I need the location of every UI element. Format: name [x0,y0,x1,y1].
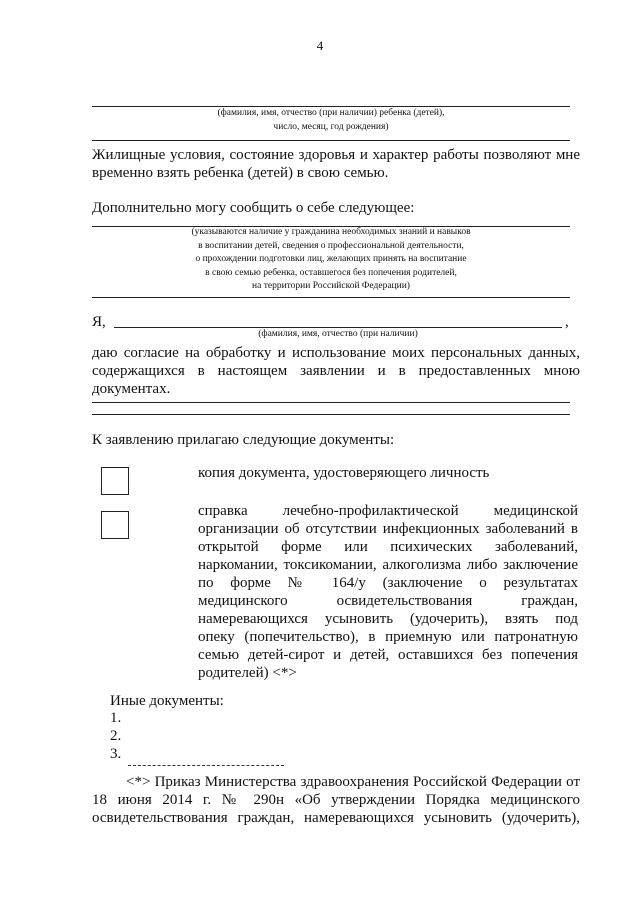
additional-caption-line: в воспитании детей, сведения о профессиональной деятельности, [198,240,464,251]
consent-line-b[interactable] [92,414,570,415]
consent-paragraph [92,344,580,398]
child-caption [92,107,570,134]
medical-line: опеку (попечительство), в приемную или патронатную [198,629,578,645]
medical-line: по форме № 164/у (заключение о результатах [198,575,578,591]
footnote-line3: освидетельствования граждан, намеревающихся усыновить (удочерить), [92,810,580,826]
child-name-line-2[interactable] [92,140,570,141]
additional-heading: Дополнительно могу сообщить о себе следующее: [92,200,415,216]
medical-line: организации об отсутствии инфекционных заболеваний в [198,521,578,537]
additional-line-2[interactable] [92,297,570,298]
additional-caption-line: о прохождении подготовки лиц, желающих принять на воспитание [195,254,467,264]
medical-line: наркомании, токсикомании, алкоголизма либо заключение [198,557,578,573]
medical-line: медицинского освидетельствования граждан, [198,593,578,609]
attachment-passport-text: копия документа, удостоверяющего личность [198,465,490,481]
footnote-line1: <*> Приказ Министерства здравоохранения Российской Федерации от [126,774,580,790]
other-docs-list [110,709,121,763]
consent-ya: Я, [92,314,106,330]
footnote-separator [128,765,284,766]
child-caption-line1: (фамилия, имя, отчество (при наличии) ребенка (детей), [217,108,445,118]
consent-line2: содержащихся в настоящем заявлении и в предоставленных мною [92,363,580,379]
footnote [92,773,580,827]
medical-line: семью детей-сирот и детей, оставшихся без попечения [198,647,578,663]
housing-line1: Жилищные условия, состояние здоровья и характер работы позволяют мне [92,147,580,163]
consent-line1: даю согласие на обработку и использование моих персональных данных, [92,345,580,361]
consent-comma: , [565,314,569,330]
other-docs-item[interactable]: 1. [110,710,122,726]
attachment-checkbox-medical[interactable] [101,511,129,539]
attachment-checkbox-passport[interactable] [101,467,129,495]
additional-caption [92,226,570,294]
additional-caption-line: (указываются наличие у гражданина необходимых знаний и навыков [191,227,471,237]
medical-line: намеревающихся усыновить (удочерить), взять под [198,611,578,627]
consent-name-caption: (фамилия, имя, отчество (при наличии) [258,329,418,339]
other-docs-heading: Иные документы: [110,693,224,709]
additional-caption-line: в свою семью ребенка, оставшегося без попечения родителей, [205,267,457,278]
footnote-line2: 18 июня 2014 г. № 290н «Об утверждении Порядка медицинского [92,792,580,808]
attachment-medical-text [198,502,578,682]
consent-line3: документах. [92,381,171,397]
medical-line: родителей) <*> [198,665,297,681]
consent-line-a[interactable] [92,402,570,403]
child-caption-line2: число, месяц, год рождения) [273,121,389,132]
page-number: 4 [316,38,324,53]
medical-line: справка лечебно-профилактической медицинской [198,503,578,519]
housing-paragraph [92,146,580,182]
attachments-heading: К заявлению прилагаю следующие документы: [92,432,395,448]
housing-line2: временно взять ребенка (детей) в свою семью. [92,165,389,181]
medical-line: открытой форме или психических заболеваний, [198,539,578,555]
other-docs-item[interactable]: 3. [110,746,122,762]
additional-caption-line: на территории Российской Федерации) [252,281,410,291]
other-docs-item[interactable]: 2. [110,728,122,744]
